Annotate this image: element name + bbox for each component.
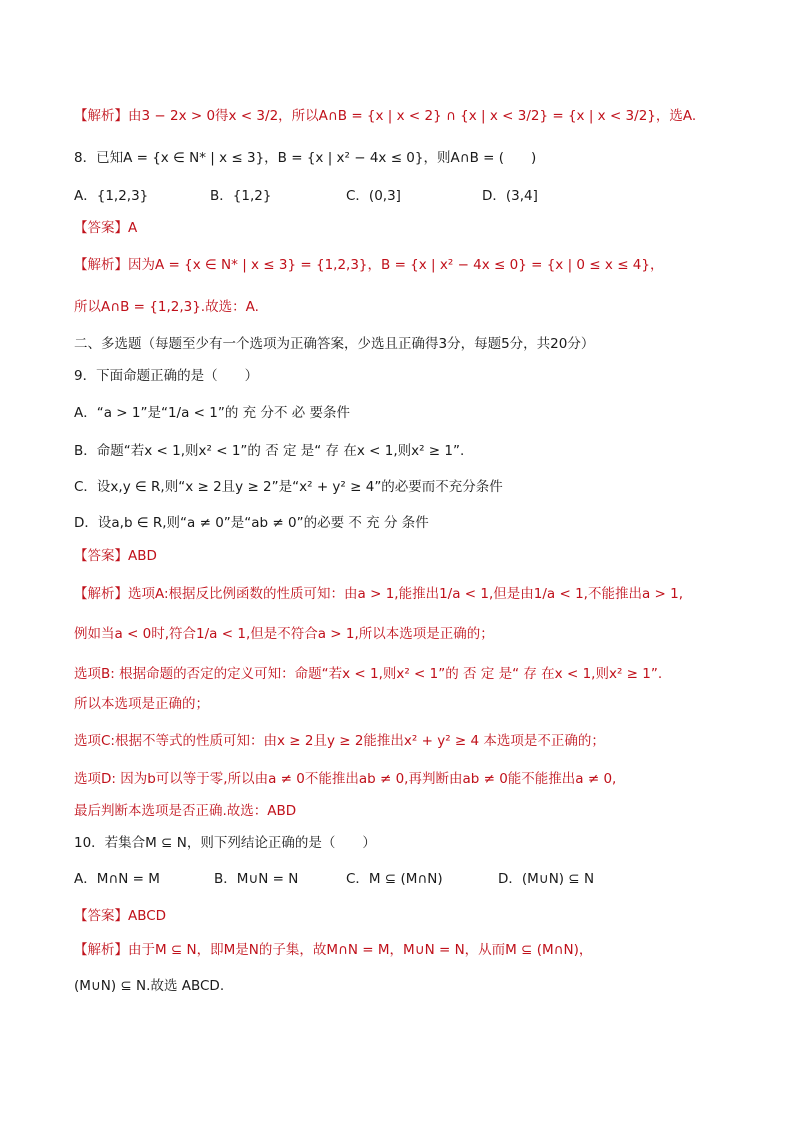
analysis-line: 选项C:根据不等式的性质可知：由x ≥ 2且y ≥ 2能推出x² + y² ≥ 4 本选项是不正确的； bbox=[74, 733, 605, 749]
option-d: D．(M∪N) ⊆ N bbox=[498, 871, 595, 887]
answer-value: A bbox=[128, 220, 138, 236]
analysis-line: 例如当a < 0时,符合1/a < 1,但是不符合a > 1,所以本选项是正确的； bbox=[74, 626, 494, 642]
answer-tag: 【答案】 bbox=[74, 908, 128, 924]
analysis-text: 选项A:根据反比例函数的性质可知：由a > 1,能推出1/a < 1,但是由1/a < 1,不能推出a > 1, bbox=[128, 586, 684, 602]
analysis-line: 选项D: 因为b可以等于零,所以由a ≠ 0不能推出ab ≠ 0,再判断由ab ≠ 0能不能推出a ≠ 0, bbox=[74, 771, 617, 787]
question-8: 8．已知A = {x ∈ N* | x ≤ 3}，B = {x | x² − 4x ≤ 0}，则A∩B = ( ) bbox=[74, 150, 537, 166]
question-9-option-d: D．设a,b ∈ R,则“a ≠ 0”是“ab ≠ 0”的必要 不 充 分 条件 bbox=[74, 515, 429, 531]
question-9-analysis bbox=[74, 584, 734, 604]
option-a: A．M∩N = M bbox=[74, 871, 160, 887]
analysis-tag: 【解析】 bbox=[74, 257, 128, 273]
answer-tag: 【答案】 bbox=[74, 220, 128, 236]
question-9-option-c: C．设x,y ∈ R,则“x ≥ 2且y ≥ 2”是“x² + y² ≥ 4”的必要而不充分条件 bbox=[74, 479, 503, 495]
analysis-line: 最后判断本选项是否正确.故选：ABD bbox=[74, 803, 297, 819]
question-9-option-a: A．“a > 1”是“1/a < 1”的 充 分不 必 要条件 bbox=[74, 405, 351, 421]
analysis-tag: 【解析】 bbox=[74, 108, 128, 124]
q7-analysis bbox=[74, 106, 734, 126]
option-b: B．{1,2} bbox=[210, 188, 272, 204]
question-10-analysis-cont: (M∪N) ⊆ N.故选 ABCD. bbox=[74, 978, 225, 994]
option-b: B．M∪N = N bbox=[214, 871, 299, 887]
answer-value: ABD bbox=[128, 548, 157, 564]
option-a: A．{1,2,3} bbox=[74, 188, 149, 204]
question-9-answer bbox=[74, 546, 734, 566]
option-d: D．(3,4] bbox=[482, 188, 538, 204]
option-c: C．(0,3] bbox=[346, 188, 401, 204]
analysis-text: 由于M ⊆ N，即M是N的子集，故M∩N = M，M∪N = N，从而M ⊆ (M∩N)， bbox=[128, 942, 593, 958]
question-10: 10．若集合M ⊆ N，则下列结论正确的是（ ） bbox=[74, 835, 376, 851]
answer-value: ABCD bbox=[128, 908, 167, 924]
question-8-answer bbox=[74, 218, 734, 238]
question-8-analysis bbox=[74, 255, 734, 275]
question-10-analysis bbox=[74, 940, 734, 960]
analysis-tag: 【解析】 bbox=[74, 586, 128, 602]
analysis-text: 因为A = {x ∈ N* | x ≤ 3} = {1,2,3}，B = {x | x² − 4x ≤ 0} = {x | 0 ≤ x ≤ 4}， bbox=[128, 257, 664, 273]
question-8-options bbox=[74, 186, 734, 206]
analysis-line: 所以本选项是正确的； bbox=[74, 696, 209, 712]
question-8-analysis-cont: 所以A∩B = {1,2,3}.故选：A. bbox=[74, 299, 259, 315]
section-heading: 二、多选题（每题至少有一个选项为正确答案，少选且正确得3分，每题5分，共20分） bbox=[74, 336, 595, 352]
question-9: 9．下面命题正确的是（ ） bbox=[74, 368, 259, 384]
question-9-option-b: B．命题“若x < 1,则x² < 1”的 否 定 是“ 存 在x < 1,则x² ≥ 1”. bbox=[74, 443, 465, 459]
answer-tag: 【答案】 bbox=[74, 548, 128, 564]
question-10-options bbox=[74, 869, 734, 889]
analysis-tag: 【解析】 bbox=[74, 942, 128, 958]
analysis-line: 选项B: 根据命题的否定的定义可知：命题“若x < 1,则x² < 1”的 否 定 是“ 存 在x < 1,则x² ≥ 1”. bbox=[74, 666, 663, 682]
option-c: C．M ⊆ (M∩N) bbox=[346, 871, 443, 887]
question-10-answer bbox=[74, 906, 734, 926]
analysis-text: 由3 − 2x > 0得x < 3/2，所以A∩B = {x | x < 2} ∩ {x | x < 3/2} = {x | x < 3/2}，选A. bbox=[128, 108, 697, 124]
